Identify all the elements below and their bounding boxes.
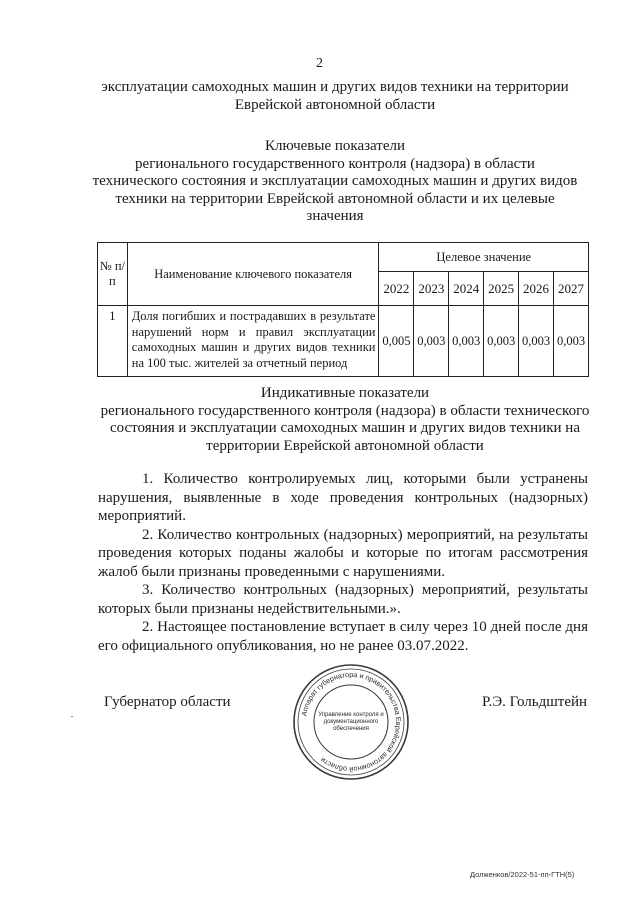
- header-num: № п/п: [98, 243, 128, 306]
- key-title-line: значения: [306, 208, 364, 224]
- stamp-inner-line: обеспечения: [333, 726, 369, 732]
- key-title-line: регионального государственного контроля (надзора) в области: [135, 155, 535, 172]
- row-value: 0,005: [379, 306, 414, 377]
- key-indicators-table: [97, 242, 589, 377]
- stamp-inner-line: документационного: [323, 719, 379, 725]
- official-stamp: [292, 663, 410, 781]
- header-year: 2022: [379, 272, 414, 306]
- ind-title-line: территории Еврейской автономной области: [206, 437, 484, 454]
- row-name: Доля погибших и пострадавших в результате нарушений норм и правил эксплуатации самоходных машин и других видов техники на 100 тыс. жителей за отчетный период: [127, 306, 379, 377]
- page-number: 2: [316, 56, 323, 71]
- continuation-heading: эксплуатации самоходных машин и других видов техники на территории Еврейской автономной области: [101, 79, 569, 113]
- header-year: 2025: [484, 272, 519, 306]
- header-year: 2023: [414, 272, 449, 306]
- row-value: 0,003: [519, 306, 554, 377]
- header-target: Целевое значение: [379, 243, 589, 272]
- key-title-line: техники на территории Еврейской автономной области и их целевые: [115, 190, 555, 207]
- ind-title-line: состояния и эксплуатации самоходных машин и других видов техники на: [109, 420, 580, 436]
- ind-title-line: регионального государственного контроля (надзора) в области технического: [100, 402, 590, 419]
- paragraph: 1. Количество контролируемых лиц, которыми были устранены нарушения, выявленные в ходе проведения контрольных (надзорных) мероприятий.: [98, 471, 588, 524]
- body-text: [98, 470, 588, 655]
- key-title-line: технического состояния и эксплуатации самоходных машин и других видов: [92, 173, 578, 189]
- signatory-name: Р.Э. Гольдштейн: [482, 694, 588, 710]
- key-indicators-title: [85, 138, 585, 226]
- header-year: 2026: [519, 272, 554, 306]
- row-value: 0,003: [484, 306, 519, 377]
- signatory-position: Губернатор области: [104, 694, 231, 710]
- paragraph: 2. Настоящее постановление вступает в силу через 10 дней после дня его официального опубликования, но не ранее 03.07.2022.: [98, 619, 588, 654]
- ind-title-line: Индикативные показатели: [260, 385, 430, 401]
- header-name: Наименование ключевого показателя: [127, 243, 379, 306]
- row-value: 0,003: [554, 306, 589, 377]
- table-row: [98, 306, 589, 377]
- stamp-inner-line: Управление контроля и: [318, 712, 384, 718]
- indicative-indicators-title: [85, 385, 605, 455]
- scan-mark: [71, 716, 73, 717]
- stamp-outer-text: Аппарат губернатора и правительства Еврейской автономной области: [299, 669, 404, 775]
- paragraph: 3. Количество контрольных (надзорных) мероприятий, результаты которых были признаны недействительными.».: [98, 582, 588, 617]
- row-value: 0,003: [449, 306, 484, 377]
- header-year: 2024: [449, 272, 484, 306]
- header-year: 2027: [554, 272, 589, 306]
- row-num: 1: [98, 306, 128, 377]
- paragraph: 2. Количество контрольных (надзорных) мероприятий, на результаты проведения которых поданы жалобы и которые по итогам рассмотрения жалоб были признаны проведенными с нарушениями.: [98, 526, 588, 580]
- key-title-line: Ключевые показатели: [264, 138, 406, 154]
- footer-code: Долженков/2022-51-пп-ГТН(5): [470, 870, 575, 879]
- row-value: 0,003: [414, 306, 449, 377]
